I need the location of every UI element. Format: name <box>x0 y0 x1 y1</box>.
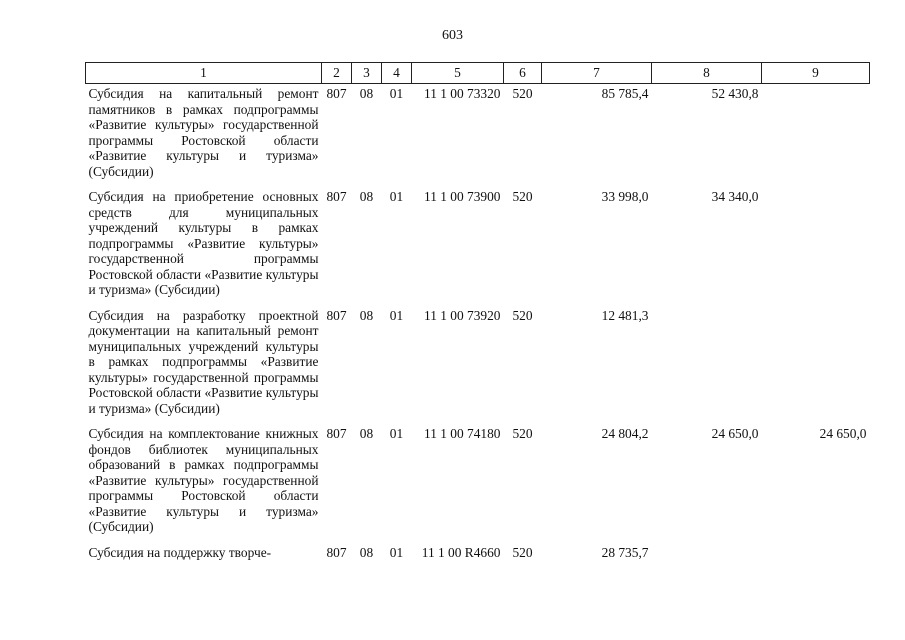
table-row <box>86 306 870 425</box>
target-code: 11 1 00 73320 <box>424 86 501 101</box>
expense-type-code: 520 <box>512 189 533 204</box>
column-header: 4 <box>382 63 412 84</box>
ministry-code: 807 <box>326 426 347 441</box>
subsection-code: 01 <box>389 86 404 101</box>
column-header: 2 <box>322 63 352 84</box>
page-number: 603 <box>442 28 463 43</box>
amount-col9 <box>762 306 870 425</box>
ministry-code: 807 <box>326 544 347 560</box>
amount-col9 <box>762 84 870 188</box>
header-row <box>86 63 870 84</box>
column-header: 7 <box>542 63 652 84</box>
table-row <box>86 187 870 306</box>
expense-type-code: 520 <box>512 86 533 101</box>
amount-col8: 52 430,8 <box>711 86 759 101</box>
expense-type-code: 520 <box>512 307 533 323</box>
amount-col8: 34 340,0 <box>711 189 759 204</box>
column-header: 3 <box>352 63 382 84</box>
section-code: 08 <box>359 544 374 560</box>
subsection-code: 01 <box>389 544 404 560</box>
column-header: 6 <box>504 63 542 84</box>
ministry-code: 807 <box>326 307 347 323</box>
amount-col8 <box>652 543 762 569</box>
row-description: Субсидия на приобретение основных средств для муниципальных учреждений культуры в рамках подпрограммы «Развитие культуры» государственной программы Ростовской области «Развитие культуры и туризма» (Субсидии) <box>88 189 319 297</box>
amount-col7: 33 998,0 <box>601 189 649 204</box>
row-description: Субсидия на поддержку творче- <box>88 544 272 560</box>
column-header: 5 <box>412 63 504 84</box>
ministry-code: 807 <box>326 189 347 204</box>
ministry-code: 807 <box>326 86 347 101</box>
budget-table <box>85 62 870 568</box>
target-code: 11 1 00 73920 <box>424 307 501 323</box>
amount-col7: 24 804,2 <box>601 426 649 441</box>
target-code: 11 1 00 R4660 <box>421 544 501 560</box>
subsection-code: 01 <box>389 307 404 323</box>
amount-col9 <box>762 187 870 306</box>
column-header: 8 <box>652 63 762 84</box>
column-header: 9 <box>762 63 870 84</box>
section-code: 08 <box>359 426 374 441</box>
amount-col7: 12 481,3 <box>601 307 649 323</box>
column-header: 1 <box>86 63 322 84</box>
section-code: 08 <box>359 307 374 323</box>
target-code: 11 1 00 74180 <box>424 426 501 441</box>
table-row <box>86 424 870 543</box>
section-code: 08 <box>359 189 374 204</box>
amount-col8 <box>652 306 762 425</box>
expense-type-code: 520 <box>512 544 533 560</box>
target-code: 11 1 00 73900 <box>424 189 501 204</box>
expense-type-code: 520 <box>512 426 533 441</box>
subsection-code: 01 <box>389 189 404 204</box>
section-code: 08 <box>359 86 374 101</box>
amount-col7: 85 785,4 <box>601 86 649 101</box>
amount-col9: 24 650,0 <box>819 426 867 441</box>
amount-col9 <box>762 543 870 569</box>
row-description: Субсидия на разработку проектной документации на капитальный ремонт муниципальных учреждений культуры в рамках подпрограммы «Развитие культуры» государственной программы Ростовской области «Развитие культуры и туризма» (Субсидии) <box>88 307 319 416</box>
table-row <box>86 84 870 188</box>
amount-col7: 28 735,7 <box>601 544 649 560</box>
amount-col8: 24 650,0 <box>711 426 759 441</box>
row-description: Субсидия на комплектование книжных фондов библиотек муниципальных образований в рамках подпрограммы «Развитие культуры» государственной программы Ростовской области «Развитие культуры и туризма» (Субсидии) <box>88 426 319 534</box>
row-description: Субсидия на капитальный ремонт памятников в рамках подпрограммы «Развитие культуры» государственной программы Ростовской области «Развитие культуры и туризма» (Субсидии) <box>88 86 319 179</box>
subsection-code: 01 <box>389 426 404 441</box>
table-row <box>86 543 870 569</box>
